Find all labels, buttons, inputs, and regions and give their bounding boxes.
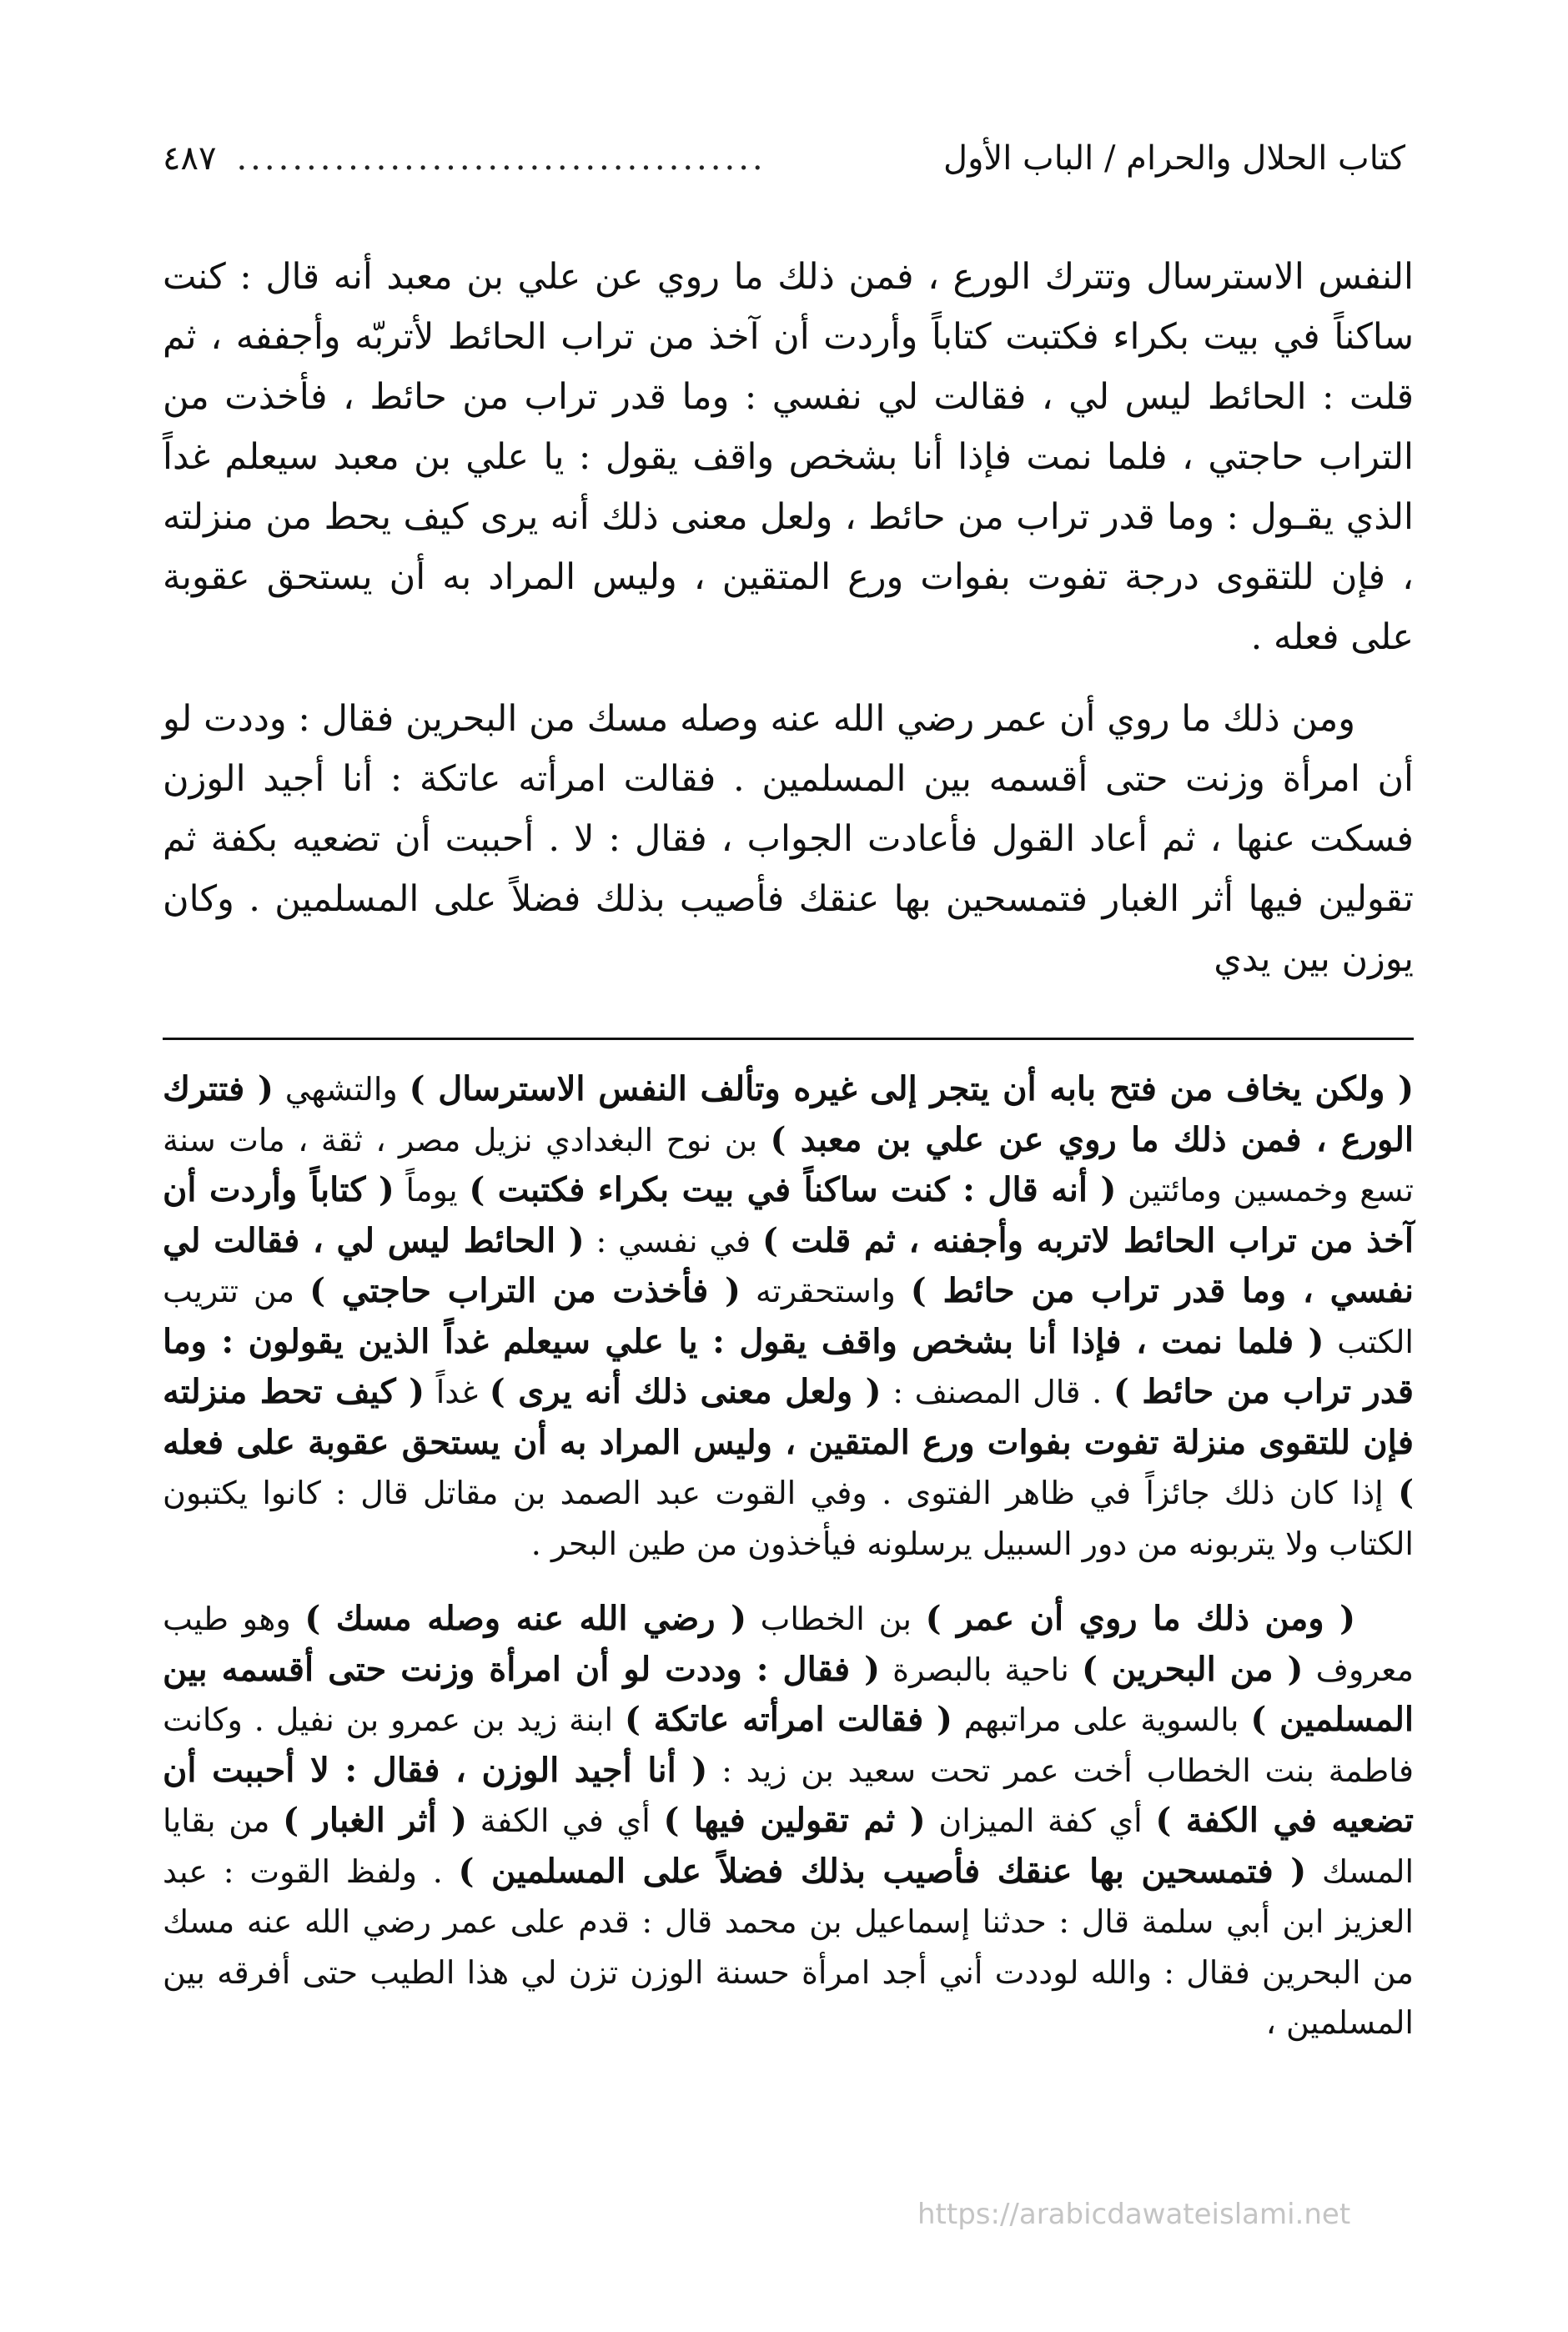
commentary	[163, 1064, 1414, 2048]
explanation-text: واستحقرته	[740, 1273, 911, 1309]
explanation-text: ناحية بالبصرة	[880, 1651, 1082, 1688]
quoted-text: ( أنا أجيد الوزن ، فقال : لا أحببت أن تضعيه في الكفة )	[163, 1750, 1414, 1840]
explanation-text: بن الخطاب	[746, 1601, 926, 1637]
book-title: كتاب الحلال والحرام / الباب الأول	[943, 139, 1405, 178]
quoted-text: ( فتمسحين بها عنقك فأصيب بذلك فضلاً على المسلمين )	[458, 1851, 1307, 1891]
quoted-text: ( فلما نمت ، فإذا أنا بشخص واقف يقول : يا علي سيعلم غداً الذين يقولون : وما قدر تراب من حائط )	[163, 1321, 1414, 1411]
quoted-text: ( رضي الله عنه وصله مسك )	[304, 1599, 746, 1638]
explanation-text: من بقايا المسك	[163, 1802, 1414, 1890]
main-paragraph-1: النفس الاسترسال وتترك الورع ، فمن ذلك ما روي عن علي بن معبد أنه قال : كنت ساكناً في بيت بكراء فكتبت كتاباً وأردت أن آخذ من تراب الحائط لأتربّه وأجففه ، ثم قلت : الحائط ليس لي ، فقالت لي نفسي : وما قدر تراب من حائط ، فأخذت من التراب حاجتي ، فلما نمت فإذا أنا بشخص واقف يقول : يا علي بن معبد سيعلم غداً الذي يقـول : وما قدر تراب من حائط ، ولعل معنى ذلك أنه يرى كيف يحط من منزلته ، فإن للتقوى درجة تفوت بفوات ورع المتقين ، وليس المراد به أن يستحق عقوبة على فعله .	[163, 256, 1414, 658]
explanation-text: والتشهي	[273, 1071, 410, 1108]
quoted-text: ( من البحرين )	[1081, 1649, 1304, 1689]
watermark-url: https://arabicdawateislami.net	[917, 2198, 1351, 2231]
quoted-text: ( ومن ذلك ما روي أن عمر )	[925, 1599, 1356, 1638]
leader-dots: ......................................	[236, 139, 766, 178]
main-paragraph-2: ومن ذلك ما روي أن عمر رضي الله عنه وصله مسك من البحرين فقال : وددت لو أن امرأة وزنت حتى أقسمه بين المسلمين . فقالت امرأته عاتكة : أنا أجيد الوزن فسكت عنها ، ثم أعاد القول فأعادت الجواب ، فقال : لا . أحببت أن تضعيه بكفة ثم تقولين فيها أثر الغبار فتمسحين بها عنقك فأصيب بذلك فضلاً على المسلمين . وكان يوزن بين يدي	[163, 698, 1414, 980]
quoted-text: ( ولعل معنى ذلك أنه يرى )	[489, 1372, 882, 1411]
quoted-text: ( أثر الغبار )	[283, 1801, 468, 1840]
explanation-text: وهو طيب معروف	[163, 1601, 1414, 1688]
section-divider	[163, 1038, 1414, 1040]
quoted-text: ( أنه قال : كنت ساكناً في بيت بكراء فكتبت )	[469, 1170, 1117, 1209]
explanation-text: بن نوح البغدادي نزيل مصر ، ثقة ، مات سنة تسع وخمسين ومائتين	[163, 1121, 1414, 1209]
commentary-paragraph-1	[163, 1064, 1414, 1569]
quoted-text: ( فقال : وددت لو أن امرأة وزنت حتى أقسمه بين المسلمين )	[163, 1649, 1414, 1739]
quoted-text: ( ولكن يخاف من فتح بابه أن يتجر إلى غيره وتألف النفس الاسترسال )	[409, 1069, 1414, 1108]
explanation-text: إذا كان ذلك جائزاً في ظاهر الفتوى . وفي القوت عبد الصمد بن مقاتل قال : كانوا يكتبون الكتاب ولا يتربونه من دور السبيل يرسلونه فيأخذون من طين البحر .	[163, 1475, 1414, 1562]
explanation-text: بالسوية على مراتبهم	[952, 1701, 1251, 1738]
main-text	[163, 247, 1414, 989]
explanation-text: أي كفة الميزان	[925, 1802, 1156, 1839]
explanation-text: من تتريب الكتب	[163, 1273, 1414, 1360]
quoted-text: ( فتترك الورع ، فمن ذلك ما روي عن علي بن معبد )	[163, 1069, 1414, 1159]
quoted-text: ( فأخذت من التراب حاجتي )	[309, 1271, 741, 1310]
explanation-text: . ولفظ القوت : عبد العزيز ابن أبي سلمة قال : حدثنا إسماعيل بن محمد قال : قدم على عمر رضي الله عنه مسك من البحرين فقال : والله لوددت أني أجد امرأة حسنة الوزن تزن لي هذا الطيب حتى أفرقه بين المسلمين ،	[163, 1852, 1414, 2041]
explanation-text: . قال المصنف :	[881, 1374, 1113, 1410]
explanation-text: في نفسي :	[584, 1222, 763, 1259]
commentary-paragraph-2	[163, 1594, 1414, 2048]
explanation-text: غداً	[425, 1374, 490, 1410]
quoted-text: ( فقالت امرأته عاتكة )	[625, 1700, 952, 1739]
page-number: ٤٨٧	[163, 139, 217, 178]
quoted-text: ( كيف تحط منزلته فإن للتقوى منزلة تفوت بفوات ورع المتقين ، وليس المراد به أن يستحق عقوبة على فعله )	[163, 1372, 1414, 1512]
quoted-text: ( الحائط ليس لي ، فقالت لي نفسي ، وما قدر تراب من حائط )	[163, 1220, 1414, 1310]
quoted-text: ( كتاباً وأردت أن آخذ من تراب الحائط لاتربه وأجفنه ، ثم قلت )	[163, 1170, 1415, 1260]
quoted-text: ( ثم تقولين فيها )	[663, 1801, 926, 1840]
running-head	[163, 133, 1405, 183]
explanation-text: يوماً	[394, 1172, 470, 1209]
explanation-text: ابنة زيد بن عمرو بن نفيل . وكانت فاطمة بنت الخطاب أخت عمر تحت سعيد بن زيد :	[163, 1701, 1414, 1789]
explanation-text: أي في الكفة	[467, 1802, 664, 1839]
